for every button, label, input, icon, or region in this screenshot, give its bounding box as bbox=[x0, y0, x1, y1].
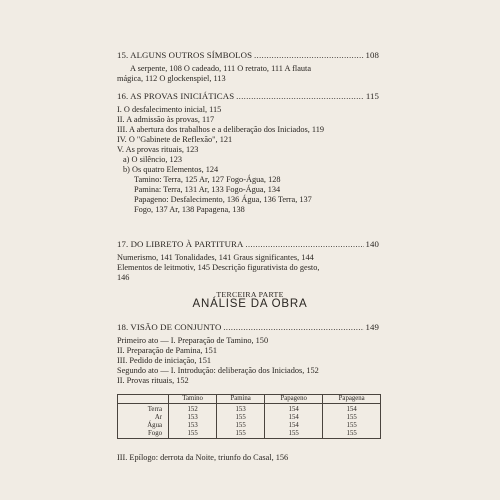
table-cell: 155 bbox=[323, 430, 381, 439]
toc-subline: II. Provas rituais, 152 bbox=[117, 376, 189, 385]
toc-entry-title: 15. ALGUNS OUTROS SÍMBOLOS bbox=[117, 50, 253, 60]
toc-page-number: 149 bbox=[365, 322, 379, 332]
toc-subline: III. A abertura dos trabalhos e a deliberação dos Iniciados, 119 bbox=[117, 125, 325, 134]
toc-subline: Segundo ato — I. Introdução: deliberação dos Iniciados, 152 bbox=[117, 366, 319, 375]
toc-subline: a) O silêncio, 123 bbox=[123, 155, 182, 164]
toc-entry-15 bbox=[117, 50, 379, 60]
table-cell: 155 bbox=[265, 430, 323, 439]
toc-subline: A serpente, 108 O cadeado, 111 O retrato, 111 A flauta bbox=[130, 64, 312, 73]
toc-subline: Papageno: Desfalecimento, 136 Água, 136 Terra, 137 bbox=[134, 195, 312, 204]
toc-subline: V. As provas rituais, 123 bbox=[117, 145, 199, 154]
table-row bbox=[118, 422, 381, 430]
leader-dots bbox=[223, 323, 363, 332]
toc-subline: mágica, 112 O glockenspiel, 113 bbox=[117, 74, 226, 83]
table-header: Pamina bbox=[217, 395, 265, 404]
toc-entry-title: 16. AS PROVAS INICIÁTICAS bbox=[117, 91, 235, 101]
table-row bbox=[118, 414, 381, 422]
toc-subline: Tamino: Terra, 125 Ar, 127 Fogo-Água, 128 bbox=[134, 175, 281, 184]
table-cell: 153 bbox=[169, 422, 217, 430]
toc-subline: IV. O "Gabinete de Reflexão", 121 bbox=[117, 135, 233, 144]
table-cell: 155 bbox=[169, 430, 217, 439]
part-title: ANÁLISE DA OBRA bbox=[192, 298, 308, 310]
provas-table bbox=[117, 394, 381, 439]
part-label: TERCEIRA PARTE bbox=[216, 290, 284, 299]
toc-subline: Numerismo, 141 Tonalidades, 141 Graus significantes, 144 bbox=[117, 253, 314, 262]
toc-subline: 146 bbox=[117, 273, 130, 282]
table-row bbox=[118, 430, 381, 439]
table-header-row bbox=[118, 395, 381, 404]
leader-dots bbox=[236, 92, 364, 101]
toc-page-number: 108 bbox=[365, 50, 379, 60]
row-label: Água bbox=[118, 422, 169, 430]
table-cell: 152 bbox=[169, 404, 217, 415]
table-cell: 155 bbox=[323, 414, 381, 422]
table-header bbox=[118, 395, 169, 404]
table-cell: 154 bbox=[265, 422, 323, 430]
table-cell: 155 bbox=[217, 430, 265, 439]
row-label: Terra bbox=[118, 404, 169, 415]
toc-subline-epilogue: III. Epílogo: derrota da Noite, triunfo do Casal, 156 bbox=[117, 453, 289, 462]
leader-dots bbox=[254, 51, 363, 60]
toc-entry-title: 17. DO LIBRETO À PARTITURA bbox=[117, 239, 244, 249]
table-header: Papagena bbox=[323, 395, 381, 404]
toc-page-number: 140 bbox=[365, 239, 379, 249]
toc-page-number: 115 bbox=[365, 91, 379, 101]
table-header: Papageno bbox=[265, 395, 323, 404]
table-cell: 154 bbox=[323, 404, 381, 415]
toc-subline: II. Preparação de Pamina, 151 bbox=[117, 346, 217, 355]
toc-entry-16 bbox=[117, 91, 379, 101]
table-cell: 155 bbox=[217, 414, 265, 422]
table-header: Tamino bbox=[169, 395, 217, 404]
toc-subline: I. O desfalecimento inicial, 115 bbox=[117, 105, 222, 114]
table-cell: 154 bbox=[265, 404, 323, 415]
toc-subline: Pamina: Terra, 131 Ar, 133 Fogo-Água, 134 bbox=[134, 185, 281, 194]
row-label: Ar bbox=[118, 414, 169, 422]
row-label: Fogo bbox=[118, 430, 169, 439]
leader-dots bbox=[245, 240, 363, 249]
toc-subline: b) Os quatro Elementos, 124 bbox=[123, 165, 219, 174]
table-cell: 153 bbox=[217, 404, 265, 415]
toc-subline: Elementos de leitmotiv, 145 Descrição figurativista do gesto, bbox=[117, 263, 320, 272]
table-cell: 153 bbox=[169, 414, 217, 422]
table-cell: 155 bbox=[217, 422, 265, 430]
toc-subline: II. A admissão às provas, 117 bbox=[117, 115, 215, 124]
table-cell: 154 bbox=[265, 414, 323, 422]
toc-entry-18 bbox=[117, 322, 379, 332]
toc-entry-title: 18. VISÃO DE CONJUNTO bbox=[117, 322, 222, 332]
table-cell: 155 bbox=[323, 422, 381, 430]
toc-subline: Primeiro ato — I. Preparação de Tamino, 150 bbox=[117, 336, 269, 345]
table-row bbox=[118, 404, 381, 415]
toc-entry-17 bbox=[117, 239, 379, 249]
toc-subline: Fogo, 137 Ar, 138 Papagena, 138 bbox=[134, 205, 245, 214]
toc-subline: III. Pedido de iniciação, 151 bbox=[117, 356, 212, 365]
